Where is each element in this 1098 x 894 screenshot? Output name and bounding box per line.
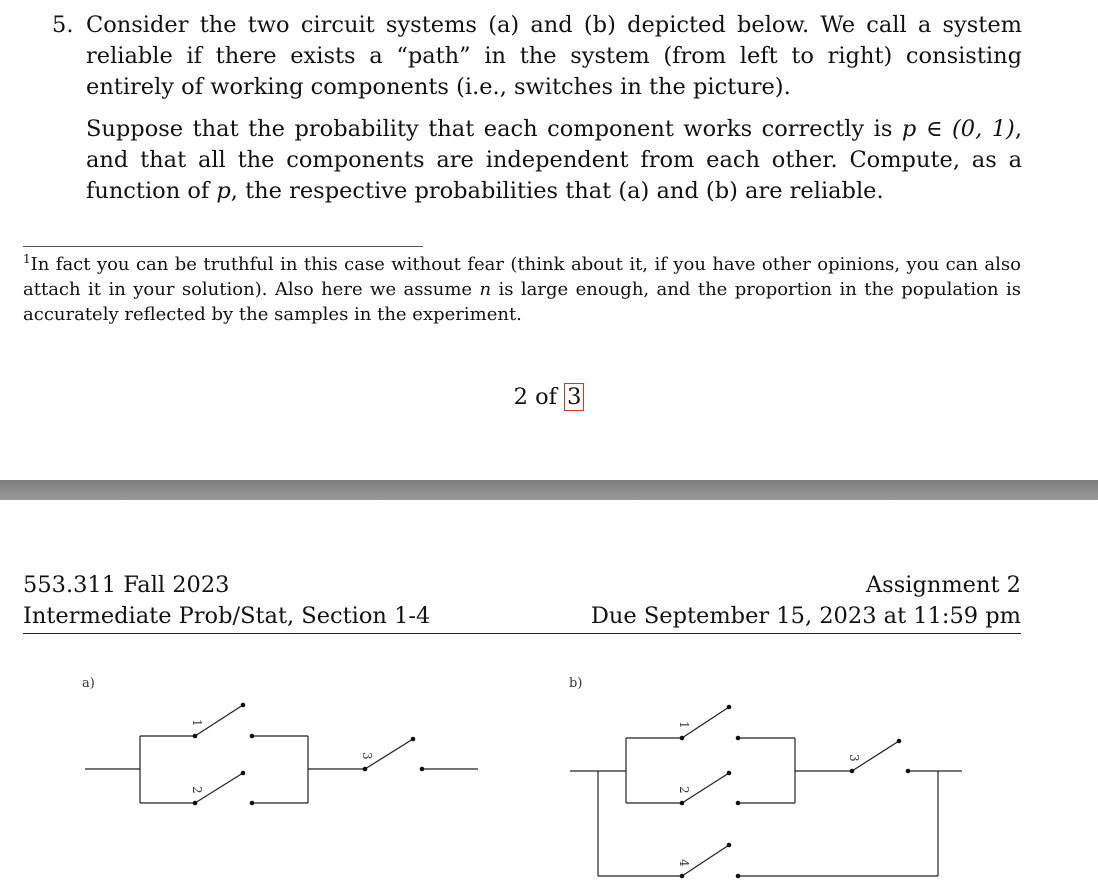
footnote: $^1$In fact you can be truthful in this case without fear (think about it, if you have other opinions, you can also attach it in your solution). Also here we assume n is large enough, and the proportion in the population is accurately reflected by the samples in the experiment. <box>23 252 1021 325</box>
variable-n: n <box>479 279 492 300</box>
due-date: Due September 15, 2023 at 11:59 pm <box>590 603 1021 629</box>
page-header-left <box>23 570 430 632</box>
circuit-diagram-b <box>550 690 980 894</box>
switch-label-3: 3 <box>847 754 861 762</box>
circuit-diagram-a <box>0 690 500 820</box>
switch-label-3: 3 <box>360 752 374 760</box>
switch-label-4: 4 <box>677 859 691 867</box>
footnote-rule <box>23 246 423 247</box>
switch-label-2: 2 <box>677 786 691 794</box>
footnote-mark: 1 <box>23 252 31 266</box>
switch-3 <box>847 739 910 774</box>
page-indicator <box>0 384 1098 410</box>
problem-5 <box>52 10 1022 207</box>
switch-3 <box>360 737 424 772</box>
switch-4 <box>677 843 740 879</box>
switch-2 <box>190 771 254 806</box>
page-separator <box>0 480 1098 500</box>
current-page: 2 <box>513 384 528 410</box>
figure-b-label: b) <box>569 676 583 691</box>
header-rule <box>23 633 1021 634</box>
switch-1 <box>677 705 740 741</box>
problem-number: 5. <box>52 12 74 38</box>
switch-2 <box>677 771 740 806</box>
probability-range: p ∈ (0, 1) <box>901 116 1015 142</box>
figure-a-label: a) <box>82 676 95 691</box>
problem-paragraph-1: Consider the two circuit systems (a) and (b) depicted below. We call a system reliable if there exists a “path” in the system (from left to right) consisting entirely of working components (i.e., switches in the picture). <box>86 12 1022 100</box>
variable-p: p <box>216 178 231 204</box>
course-name: Intermediate Prob/Stat, Section 1-4 <box>23 603 431 629</box>
page-of: of <box>535 384 557 410</box>
assignment-title: Assignment 2 <box>865 572 1021 598</box>
problem-paragraph-2: Suppose that the probability that each component works correctly is p ∈ (0, 1), and that all the components are independent from each other. Compute, as a function of p, the respective probabilities that (a) and (b) are reliable. <box>86 116 1022 204</box>
switch-label-1: 1 <box>190 719 204 727</box>
page-header-right <box>591 570 1021 632</box>
switch-label-1: 1 <box>677 721 691 729</box>
total-pages-link[interactable]: 3 <box>564 383 584 411</box>
course-code: 553.311 Fall 2023 <box>23 572 230 598</box>
switch-1 <box>190 703 254 739</box>
switch-label-2: 2 <box>190 786 204 794</box>
